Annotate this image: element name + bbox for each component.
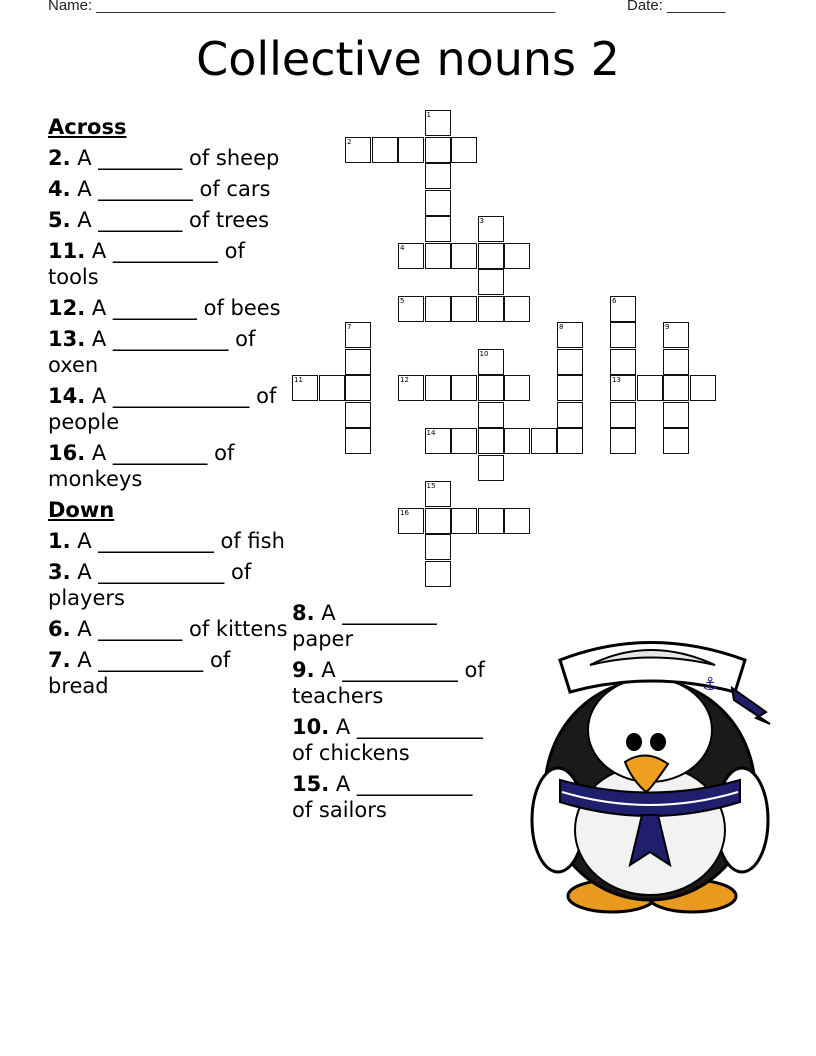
crossword-cell[interactable] <box>504 508 530 534</box>
anchor-icon: ⚓ <box>702 674 719 695</box>
crossword-cell[interactable] <box>451 428 477 454</box>
down-clue-7: 7. A __________ of bread <box>48 648 231 698</box>
crossword-cell[interactable] <box>504 243 530 269</box>
across-clue-12: 12. A ________ of bees <box>48 296 281 320</box>
crossword-cell[interactable] <box>690 375 716 401</box>
down-clue-15: 15. A ___________ of sailors <box>292 772 473 822</box>
down-clue-9: 9. A ___________ of teachers <box>292 658 485 708</box>
crossword-cell[interactable] <box>451 375 477 401</box>
crossword-cell[interactable] <box>557 349 583 375</box>
crossword-cell[interactable] <box>345 375 371 401</box>
crossword-cell[interactable] <box>345 428 371 454</box>
crossword-cell[interactable] <box>398 296 424 322</box>
cell-number: 2 <box>347 137 352 146</box>
crossword-cell[interactable] <box>425 190 451 216</box>
crossword-cell[interactable] <box>663 349 689 375</box>
crossword-cell[interactable] <box>345 349 371 375</box>
crossword-cell[interactable] <box>478 216 504 242</box>
crossword-cell[interactable] <box>425 375 451 401</box>
down-clue-6: 6. A ________ of kittens <box>48 617 288 641</box>
clues-left-column <box>48 114 288 704</box>
crossword-cell[interactable] <box>610 296 636 322</box>
crossword-cell[interactable] <box>478 375 504 401</box>
crossword-cell[interactable] <box>425 216 451 242</box>
penguin-right-eye <box>650 733 666 751</box>
crossword-cell[interactable] <box>663 428 689 454</box>
crossword-cell[interactable] <box>663 402 689 428</box>
clues-right-column <box>292 600 492 828</box>
cell-number: 12 <box>400 376 409 384</box>
crossword-cell[interactable] <box>398 137 424 163</box>
crossword-cell[interactable] <box>425 110 451 136</box>
crossword-cell[interactable] <box>504 375 530 401</box>
crossword-cell[interactable] <box>478 455 504 481</box>
crossword-cell[interactable] <box>610 402 636 428</box>
crossword-cell[interactable] <box>663 375 689 401</box>
crossword-cell[interactable] <box>531 428 557 454</box>
down-clue-10: 10. A ____________ of chickens <box>292 715 483 765</box>
across-clue-4: 4. A _________ of cars <box>48 177 271 201</box>
across-clue-11: 11. A __________ of tools <box>48 239 245 289</box>
cell-number: 1 <box>426 111 431 119</box>
crossword-cell[interactable] <box>610 349 636 375</box>
crossword-cell[interactable] <box>610 322 636 348</box>
down-clue-8: 8. A _________ paper <box>292 601 437 651</box>
crossword-cell[interactable] <box>292 375 318 401</box>
crossword-cell[interactable] <box>478 508 504 534</box>
crossword-cell[interactable] <box>557 322 583 348</box>
crossword-cell[interactable] <box>451 243 477 269</box>
crossword-cell[interactable] <box>398 508 424 534</box>
crossword-cell[interactable] <box>425 428 451 454</box>
page-title: Collective nouns 2 <box>196 32 620 86</box>
cell-number: 5 <box>400 296 405 305</box>
crossword-cell[interactable] <box>345 402 371 428</box>
crossword-cell[interactable] <box>451 508 477 534</box>
cell-number: 16 <box>400 508 409 517</box>
date-field-line: Date: _______ <box>627 0 726 14</box>
crossword-cell[interactable] <box>663 322 689 348</box>
crossword-cell[interactable] <box>478 296 504 322</box>
crossword-cell[interactable] <box>557 402 583 428</box>
crossword-cell[interactable] <box>557 428 583 454</box>
crossword-cell[interactable] <box>425 137 451 163</box>
cell-number: 9 <box>665 323 670 331</box>
crossword-cell[interactable] <box>425 481 451 507</box>
crossword-cell[interactable] <box>425 163 451 189</box>
across-clue-2: 2. A ________ of sheep <box>48 146 280 170</box>
crossword-cell[interactable] <box>478 428 504 454</box>
across-clue-13: 13. A ___________ of oxen <box>48 327 256 377</box>
across-clue-5: 5. A ________ of trees <box>48 208 270 232</box>
crossword-cell[interactable] <box>478 402 504 428</box>
crossword-cell[interactable] <box>610 375 636 401</box>
cell-number: 13 <box>612 376 621 384</box>
down-heading: Down <box>48 498 115 522</box>
penguin-left-eye <box>626 733 642 751</box>
crossword-cell[interactable] <box>637 375 663 401</box>
crossword-cell[interactable] <box>398 243 424 269</box>
crossword-cell[interactable] <box>504 296 530 322</box>
crossword-cell[interactable] <box>557 375 583 401</box>
crossword-cell[interactable] <box>398 375 424 401</box>
cell-number: 14 <box>426 429 436 437</box>
cell-number: 6 <box>612 296 617 305</box>
crossword-cell[interactable] <box>478 349 504 375</box>
crossword-cell[interactable] <box>504 428 530 454</box>
crossword-cell[interactable] <box>425 561 451 587</box>
cell-number: 8 <box>559 323 564 331</box>
hat-ribbon <box>732 688 770 724</box>
crossword-cell[interactable] <box>610 428 636 454</box>
across-clue-14: 14. A _____________ of people <box>48 384 277 434</box>
crossword-cell[interactable] <box>345 137 371 163</box>
crossword-cell[interactable] <box>478 269 504 295</box>
across-heading: Across <box>48 115 127 139</box>
crossword-cell[interactable] <box>319 375 345 401</box>
crossword-cell[interactable] <box>345 322 371 348</box>
cell-number: 11 <box>294 376 303 384</box>
cell-number: 3 <box>479 217 484 225</box>
crossword-cell[interactable] <box>478 243 504 269</box>
crossword-cell[interactable] <box>451 296 477 322</box>
cell-number: 7 <box>347 323 352 331</box>
crossword-cell[interactable] <box>425 508 451 534</box>
down-clue-1: 1. A ___________ of fish <box>48 529 285 553</box>
crossword-cell[interactable] <box>451 137 477 163</box>
crossword-cell[interactable] <box>425 534 451 560</box>
crossword-cell[interactable] <box>425 296 451 322</box>
sailor-penguin-icon <box>520 630 780 920</box>
cell-number: 15 <box>426 482 436 490</box>
name-field-line: Name: _______________________________________________________ <box>48 0 556 14</box>
crossword-cell[interactable] <box>372 137 398 163</box>
down-clue-3: 3. A ____________ of players <box>48 560 252 610</box>
across-clue-16: 16. A _________ of monkeys <box>48 441 235 491</box>
cell-number: 4 <box>400 243 405 252</box>
crossword-cell[interactable] <box>425 243 451 269</box>
cell-number: 10 <box>479 349 489 358</box>
